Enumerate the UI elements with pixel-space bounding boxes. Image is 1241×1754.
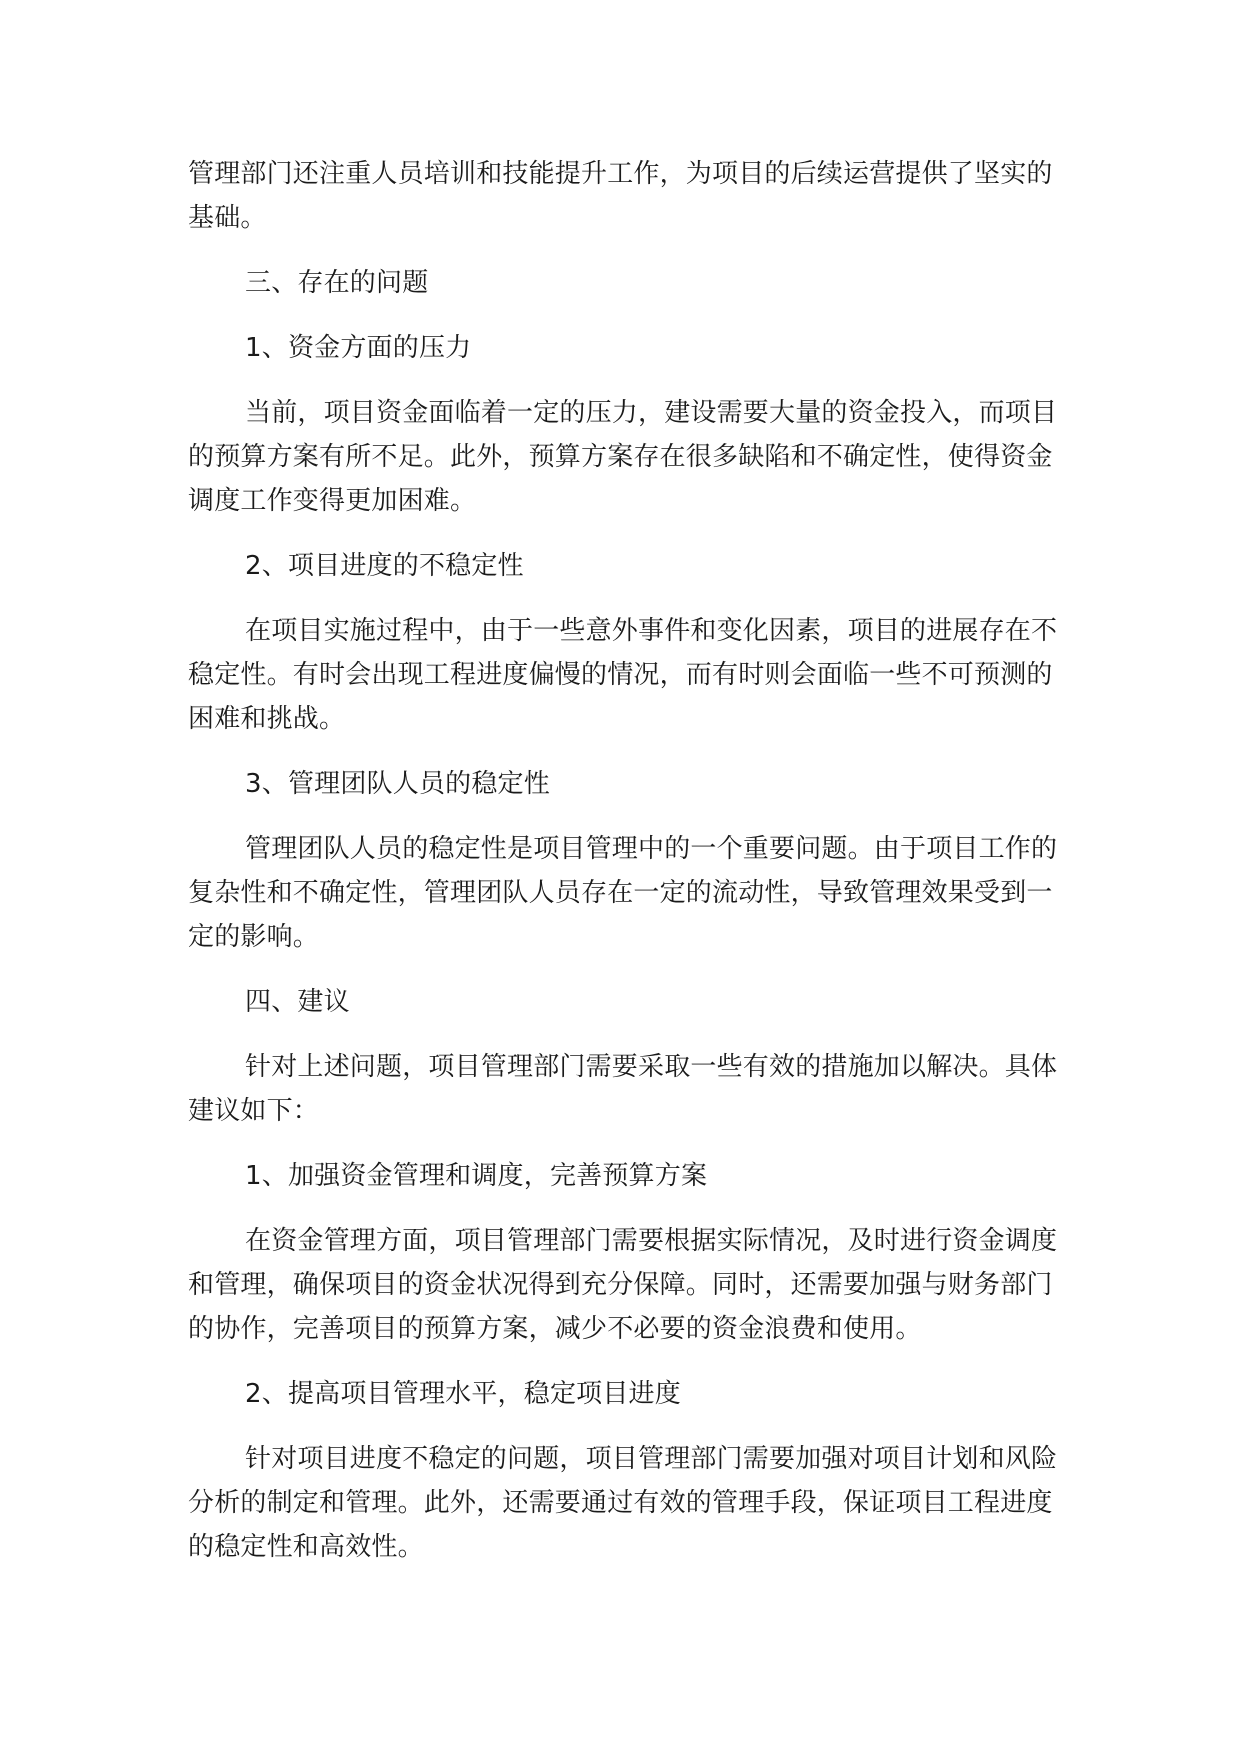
paragraph-continuation: 管理部门还注重人员培训和技能提升工作，为项目的后续运营提供了坚实的基础。	[188, 159, 1053, 233]
paragraph-funding-pressure: 当前，项目资金面临着一定的压力，建设需要大量的资金投入，而项目的预算方案有所不足。此外，预算方案存在很多缺陷和不确定性，使得资金调度工作变得更加困难。	[188, 398, 1058, 516]
subheading-funding-pressure: 1、资金方面的压力	[245, 333, 472, 363]
subheading-management-level: 2、提高项目管理水平，稳定项目进度	[245, 1379, 681, 1409]
subheading-team-stability: 3、管理团队人员的稳定性	[245, 769, 550, 799]
paragraph-management-level: 针对项目进度不稳定的问题，项目管理部门需要加强对项目计划和风险分析的制定和管理。此外，还需要通过有效的管理手段，保证项目工程进度的稳定性和高效性。	[188, 1444, 1058, 1562]
subheading-fund-management: 1、加强资金管理和调度，完善预算方案	[245, 1161, 708, 1191]
subheading-schedule-instability: 2、项目进度的不稳定性	[245, 551, 524, 581]
document-body	[188, 152, 1060, 1590]
paragraph-schedule-instability: 在项目实施过程中，由于一些意外事件和变化因素，项目的进展存在不稳定性。有时会出现工程进度偏慢的情况，而有时则会面临一些不可预测的困难和挑战。	[188, 616, 1058, 734]
paragraph-fund-management: 在资金管理方面，项目管理部门需要根据实际情况，及时进行资金调度和管理，确保项目的资金状况得到充分保障。同时，还需要加强与财务部门的协作，完善项目的预算方案，减少不必要的资金浪费和使用。	[188, 1226, 1058, 1344]
paragraph-suggestions-intro: 针对上述问题，项目管理部门需要采取一些有效的措施加以解决。具体建议如下：	[188, 1052, 1058, 1126]
section-heading-suggestions: 四、建议	[245, 987, 350, 1017]
section-heading-problems: 三、存在的问题	[245, 268, 429, 298]
paragraph-team-stability: 管理团队人员的稳定性是项目管理中的一个重要问题。由于项目工作的复杂性和不确定性，管理团队人员存在一定的流动性，导致管理效果受到一定的影响。	[188, 834, 1058, 952]
